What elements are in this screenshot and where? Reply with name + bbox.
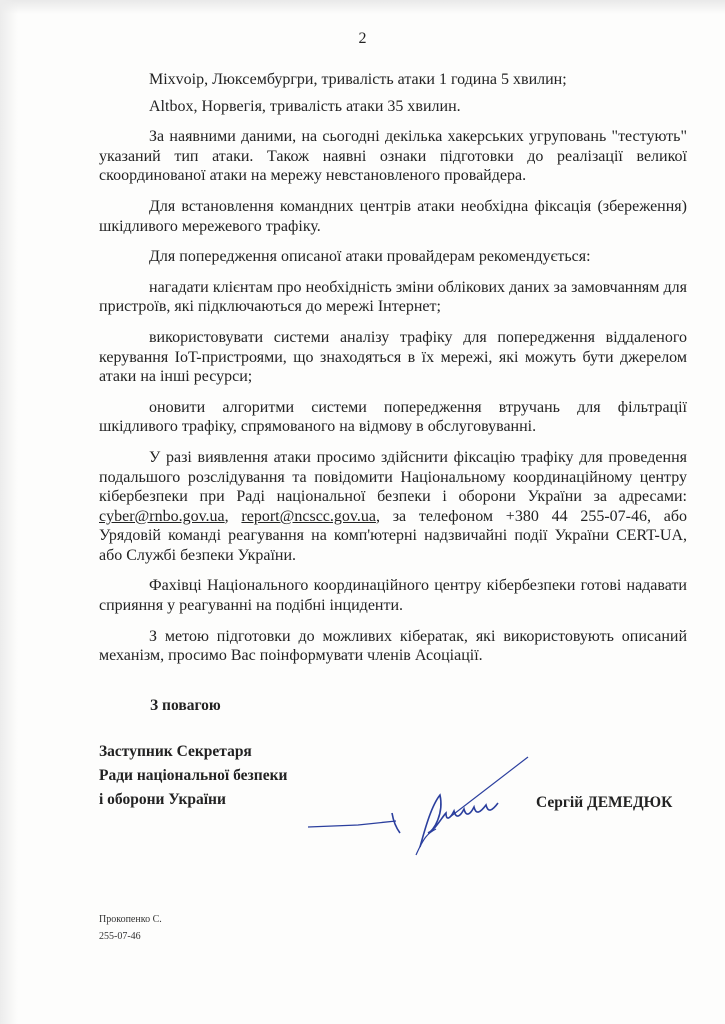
body-paragraph: Для попередження описаної атаки провайдерам рекомендується: [149,248,591,266]
report-text-after: , за телефоном +380 44 255-07-46, або Урядовій команді реагування на комп'ютерні надзвичайні події України CERT-UA, або Службі безпеки України. [99,507,688,564]
body-paragraph: За наявними даними, на сьогодні декілька хакерських угруповань "тестують" указаний тип атаки. Також наявні ознаки підготовки до реалізації великої скоординованої атаки на мережу невстановленого провайдера. [99,128,687,185]
signer-title-line: Ради національної безпеки [99,767,288,784]
closing-paragraph: З метою підготовки до можливих кібератак, які використовують описаний механізм, просимо Вас поінформувати членів Асоціації. [99,627,687,665]
signature-underline [308,821,396,827]
signature-flourish [450,757,528,817]
signer-title-line: і оборони України [99,791,226,808]
body-paragraph: Altbox, Норвегія, тривалість атаки 35 хвилин. [149,97,461,115]
email-link-cyber[interactable]: cyber@rnbo.gov.ua [99,507,225,525]
handwritten-signature [300,755,530,865]
report-text-before: У разі виявлення атаки просимо здійснити фіксацію трафіку для проведення подальшого розслідування та повідомити Національному координаційному центру кібербезпеки при Раді національної безпеки і оборони України за адресами: [99,448,687,506]
signer-title-line: Заступник Секретаря [99,743,252,760]
page-number: 2 [358,30,367,47]
executor-info [99,911,162,945]
signature-scribble [420,795,498,847]
body-paragraph: Mixvoip, Люксембургри, тривалість атаки 1 година 5 хвилин; [149,71,567,88]
recommendation-item: оновити алгоритми системи попередження втручань для фільтрації шкідливого трафіку, спрямованого на відмову в обслуговуванні. [99,398,687,436]
executor-phone: 255-07-46 [99,931,141,942]
recommendation-item: нагадати клієнтам про необхідність зміни облікових даних за замовчанням для пристроїв, які підключаються до мережі Інтернет; [99,278,687,316]
scan-shadow-left [0,0,18,1024]
signature-initial-stroke [392,813,400,833]
executor-name: Прокопенко С. [99,914,162,925]
closing-salutation: З повагою [150,697,221,714]
signer-name: Сергій ДЕМЕДЮК [536,794,673,811]
report-paragraph [99,448,687,566]
body-paragraph: Для встановлення командних центрів атаки необхідна фіксація (збереження) шкідливого мережевого трафіку. [99,197,687,235]
signature-loop [416,829,436,855]
email-link-report[interactable]: report@ncscc.gov.ua [241,507,376,525]
recommendation-item: використовувати системи аналізу трафіку для попередження віддаленого керування IoT-пристроями, що знаходяться в їх мережі, які можуть бути джерелом атаки на інші ресурси; [99,328,687,386]
report-text-separator: , [224,507,242,525]
signer-title [99,740,287,812]
letter-body [99,70,687,677]
scan-shadow-top [0,0,725,14]
closing-paragraph: Фахівці Національного координаційного центру кібербезпеки готові надавати сприяння у реагуванні на подібні інциденти. [99,577,687,615]
